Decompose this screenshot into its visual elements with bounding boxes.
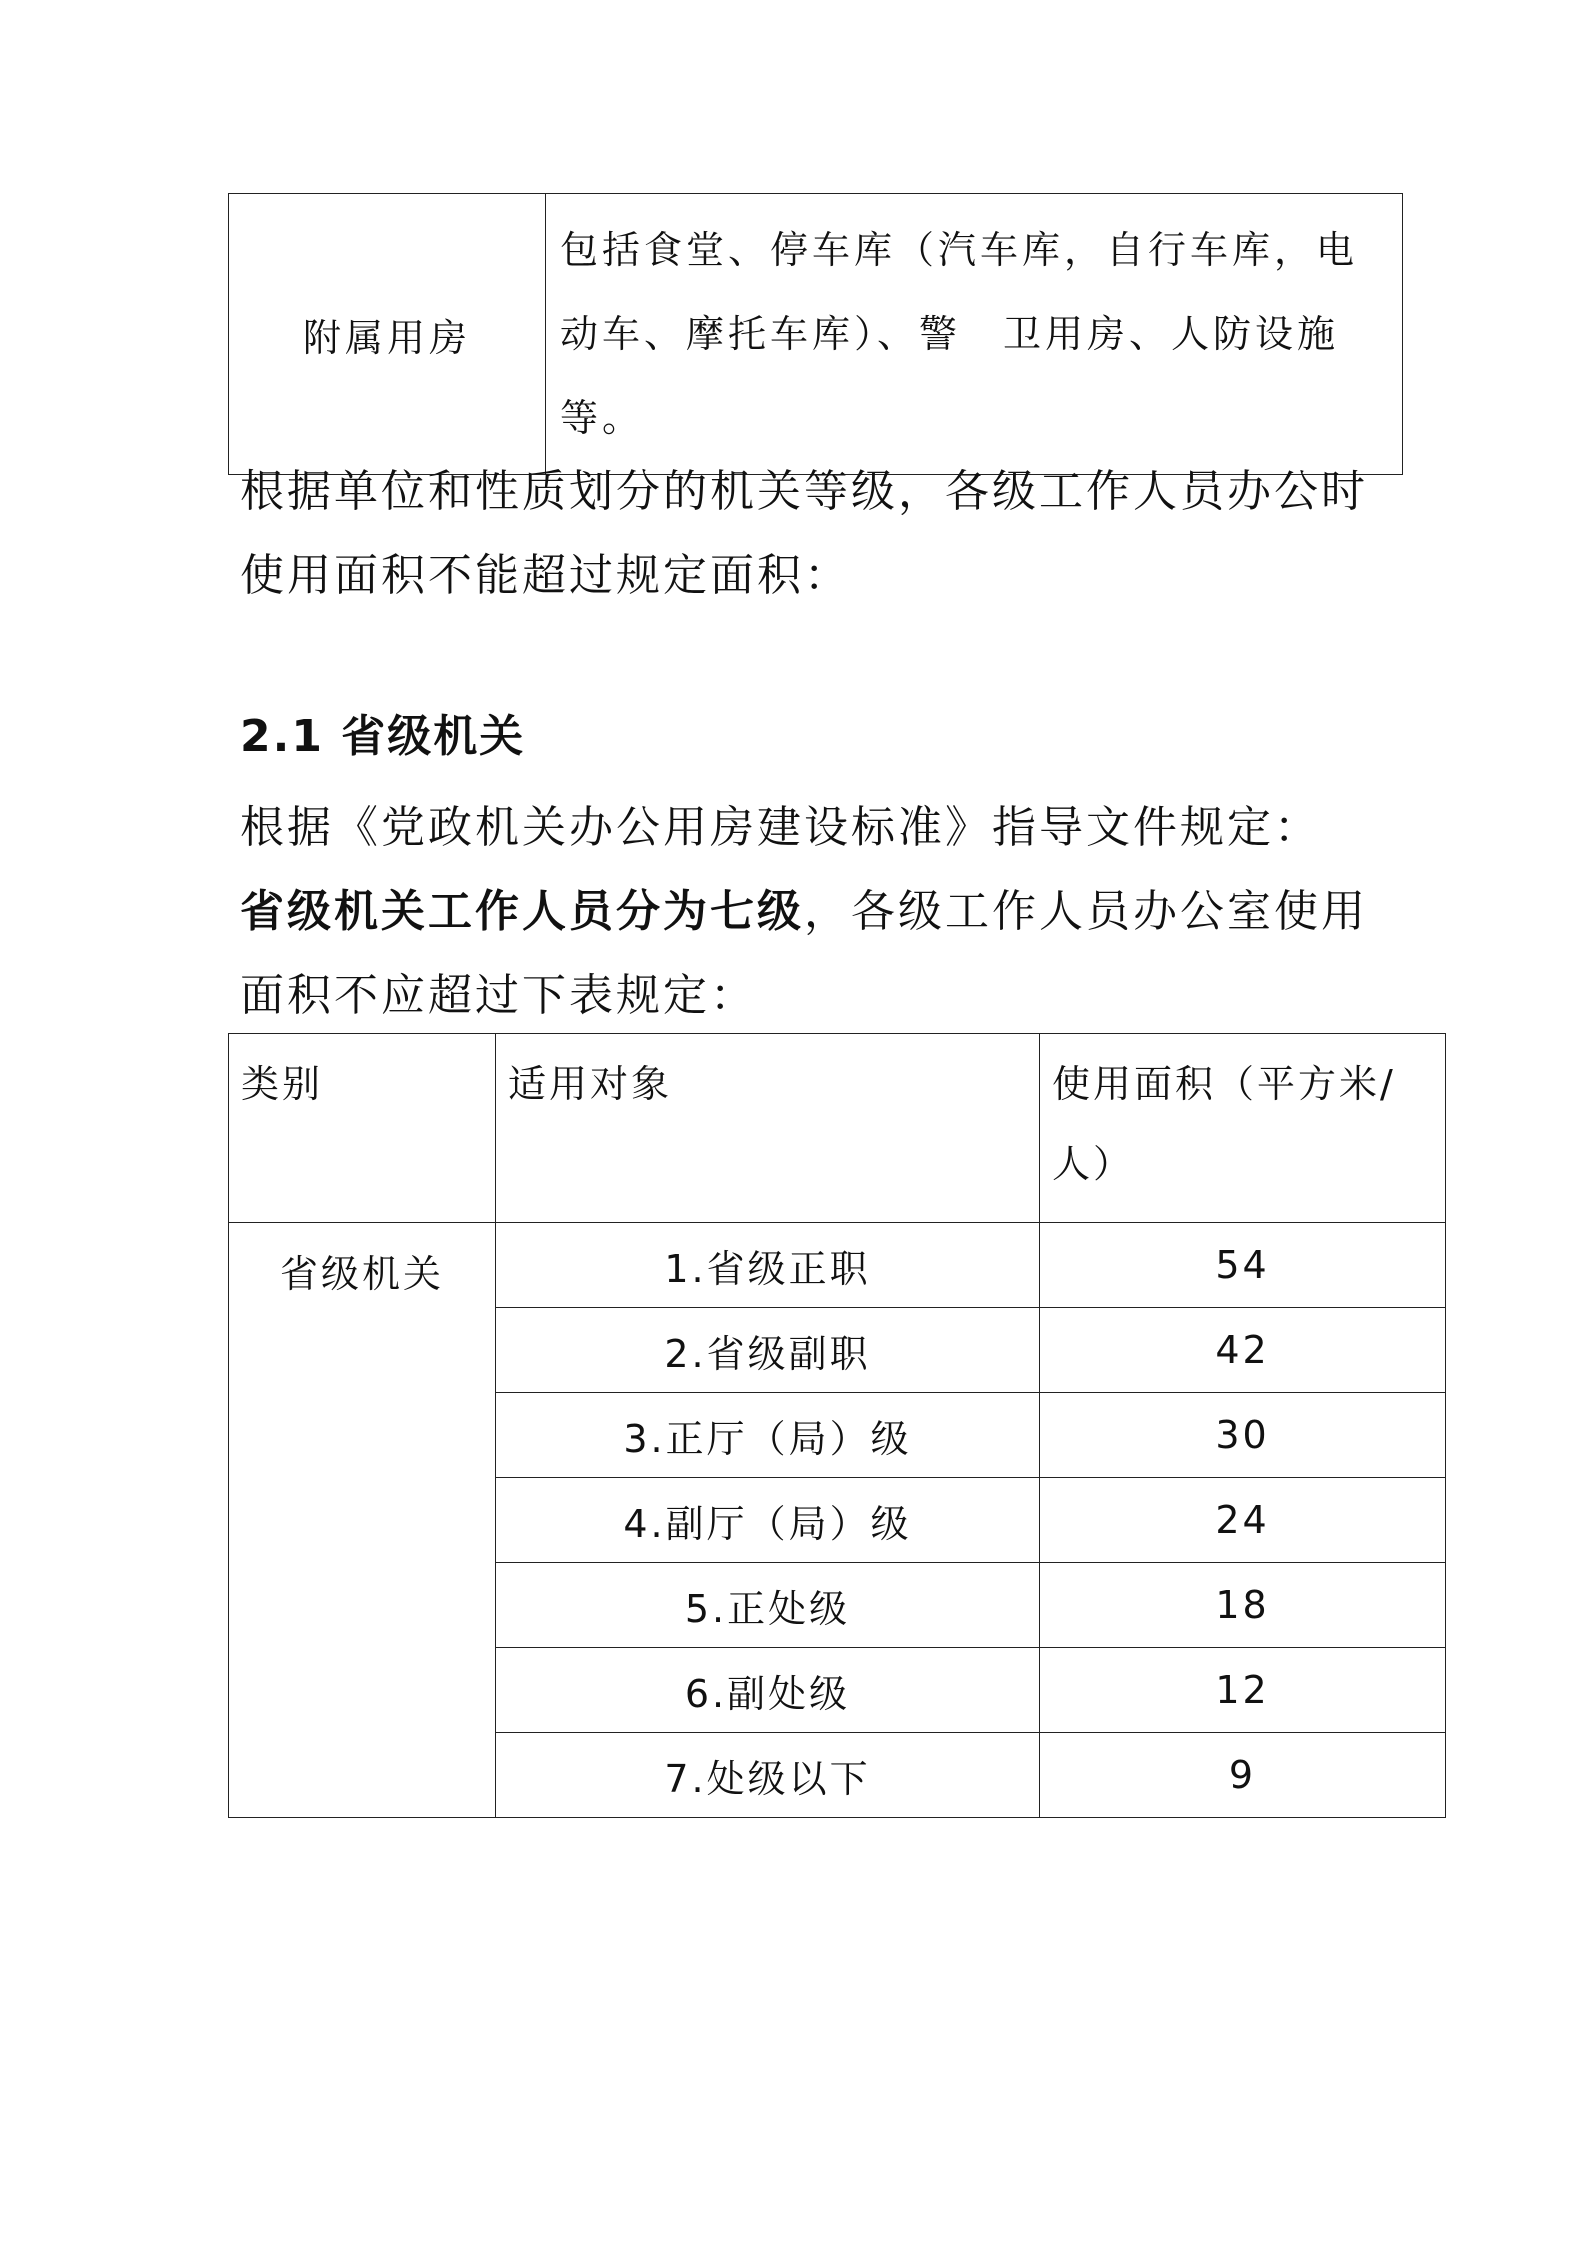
target-cell: 4.副厅（局）级 [496, 1478, 1040, 1563]
standard-intro-text: 根据《党政机关办公用房建设标准》指导文件规定： [240, 802, 1321, 853]
ancillary-rooms-table [228, 193, 1403, 475]
target-cell: 1.省级正职 [496, 1223, 1040, 1308]
target-cell: 5.正处级 [496, 1563, 1040, 1648]
table-row [229, 194, 1403, 475]
area-cell: 12 [1040, 1648, 1446, 1733]
section-heading: 2.1 省级机关 [240, 711, 526, 762]
header-target: 适用对象 [496, 1034, 1040, 1223]
table-header-row [229, 1034, 1446, 1223]
area-cell: 54 [1040, 1223, 1446, 1308]
area-cell: 18 [1040, 1563, 1446, 1648]
standard-rest-text: ，各级工作人员办公室使用面积不应超过下表规定： [240, 886, 1368, 1021]
area-cell: 9 [1040, 1733, 1446, 1818]
target-cell: 3.正厅（局）级 [496, 1393, 1040, 1478]
target-cell: 7.处级以下 [496, 1733, 1040, 1818]
standard-paragraph [240, 786, 1370, 1038]
bold-statement: 省级机关工作人员分为七级 [240, 886, 804, 937]
header-area: 使用面积（平方米/人） [1040, 1034, 1446, 1223]
area-cell: 24 [1040, 1478, 1446, 1563]
area-cell: 30 [1040, 1393, 1446, 1478]
category-cell: 省级机关 [229, 1223, 496, 1818]
intro-paragraph: 根据单位和性质划分的机关等级，各级工作人员办公时使用面积不能超过规定面积： [240, 466, 1368, 601]
target-cell: 2.省级副职 [496, 1308, 1040, 1393]
header-category: 类别 [229, 1034, 496, 1223]
table-row [229, 1223, 1446, 1308]
area-cell: 42 [1040, 1308, 1446, 1393]
target-cell: 6.副处级 [496, 1648, 1040, 1733]
room-description-cell: 包括食堂、停车库（汽车库，自行车库，电动车、摩托车库）、警 卫用房、人防设施等。 [546, 194, 1403, 475]
room-type-cell: 附属用房 [229, 194, 546, 475]
office-area-table [228, 1033, 1446, 1818]
